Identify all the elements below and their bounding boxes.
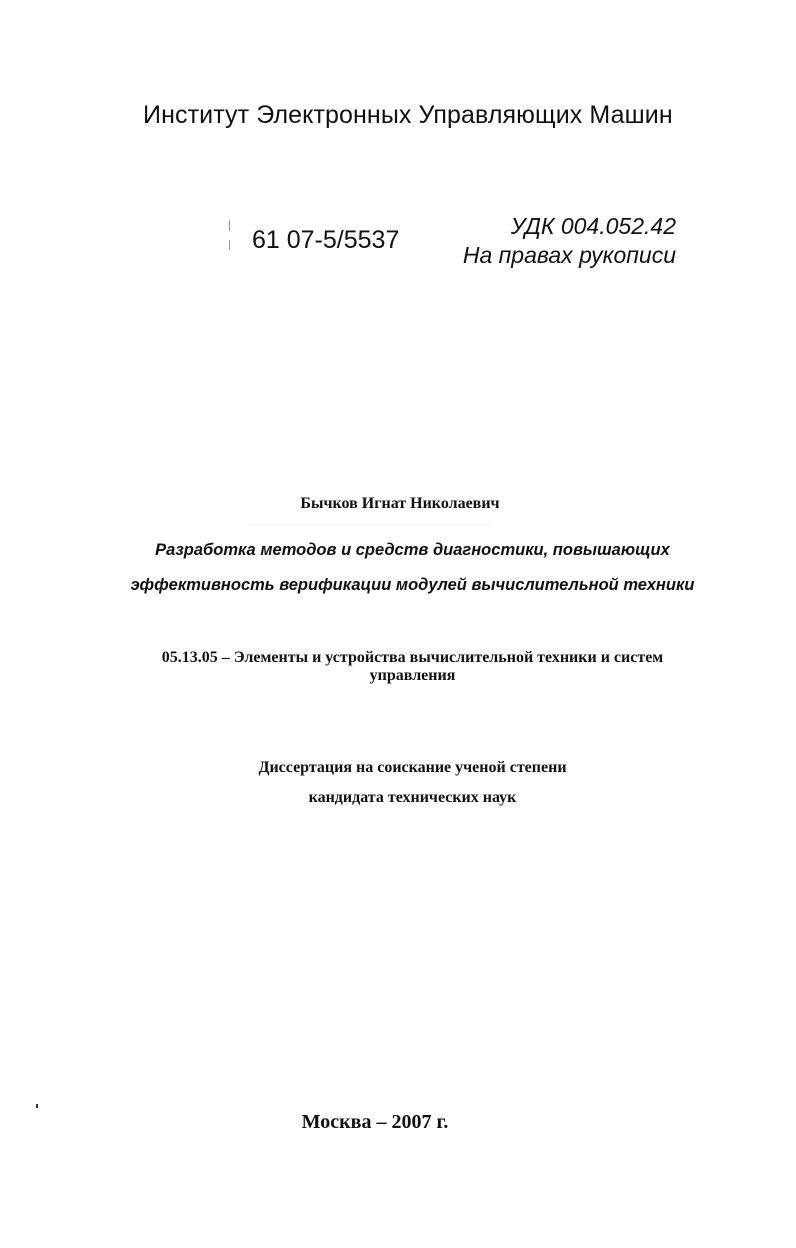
work-title-line-2: эффективность верификации модулей вычислительной техники [130, 576, 695, 594]
scan-artifact-mark [229, 220, 230, 231]
specialty-line-2: управления [369, 667, 456, 684]
work-title-line-1: Разработка методов и средств диагностики, повышающих [155, 541, 670, 559]
scan-speck [36, 1104, 38, 1108]
scan-artifact-mark [229, 240, 230, 250]
thesis-degree-line-2: кандидата технических наук [308, 789, 517, 806]
registration-number: 61 07-5/5537 [252, 226, 400, 254]
institute-name: Институт Электронных Управляющих Машин [143, 101, 673, 129]
thesis-degree-line-1: Диссертация на соискание ученой степени [258, 759, 567, 776]
divider [250, 524, 490, 525]
rights-note: На правах рукописи [462, 242, 676, 268]
specialty-line-1: 05.13.05 – Элементы и устройства вычислительной техники и систем [161, 649, 664, 666]
udk-code: УДК 004.052.42 [510, 213, 676, 239]
author-name: Бычков Игнат Николаевич [300, 495, 500, 512]
place-and-year: Москва – 2007 г. [301, 1111, 449, 1133]
